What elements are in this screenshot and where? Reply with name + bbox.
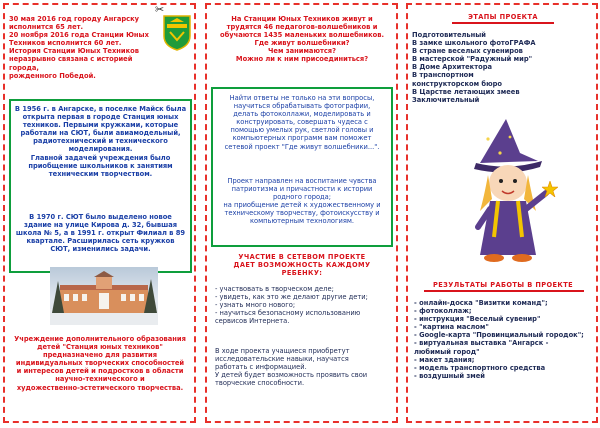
text-line: Чем занимаются? — [268, 47, 336, 56]
list-item: В Царстве летающих змеев — [412, 87, 520, 96]
intro-line: История Станции Юных Техников — [9, 47, 139, 56]
text-line: художественно-эстетического творчества. — [16, 383, 184, 392]
intro-line: 30 мая 2016 год городу Ангарску — [9, 15, 140, 23]
text-line: сетевой проект "Где живут волшебники...". — [224, 142, 380, 151]
stages-heading: ЭТАПЫ ПРОЕКТА — [468, 13, 538, 21]
benefit-heading — [217, 253, 387, 277]
text-line: здание на улице Кирова д. 32, бывшая — [23, 221, 178, 230]
list-item: - модель транспортного средства — [414, 363, 546, 372]
text-line: делать фотоколлажи, моделировать и — [233, 110, 371, 119]
list-item: любимый город" — [414, 347, 480, 356]
text-line: работали на СЮТ, были авиамодельный, — [20, 129, 181, 138]
list-item: конструкторском бюро — [412, 79, 502, 88]
text-line: открыта первая в городе Станция юных — [22, 113, 179, 122]
text-line: В 1956 г. в Ангарске, в поселке Майск была — [14, 105, 187, 113]
list-item: В Доме Архитектора — [412, 63, 492, 72]
heading-line: ДАЕТ ВОЗМОЖНОСТЬ КАЖДОМУ — [233, 261, 371, 269]
text-line: и интересов детей и подростков в области — [16, 367, 184, 376]
list-item: В транспортном — [412, 71, 474, 80]
list-item: В стране веселых сувениров — [412, 47, 523, 56]
text-line: техническим творчеством. — [48, 169, 153, 178]
list-item: В мастерской "Радужный мир" — [412, 55, 533, 64]
footer-block — [8, 335, 192, 392]
list-item: - узнать много нового; — [215, 301, 296, 310]
text-line: родного города; — [272, 193, 332, 202]
text-line: техническому творчеству, фотоискусству и — [224, 209, 380, 218]
list-item: сервисов Интернета. — [215, 317, 290, 326]
text-line: техников. Первыми кружками, которые — [22, 121, 179, 130]
text-line: индивидуальных творческих способностей — [15, 359, 185, 368]
intro-line: 20 ноября 2016 года Станции Юных — [9, 31, 149, 40]
list-item: - онлайн-доска "Визитки команд"; — [414, 299, 548, 307]
text-line: помощью умелых рук, светлой головы и — [230, 126, 374, 135]
text-line: предназначено для развития — [42, 351, 158, 360]
intro-block — [211, 15, 393, 64]
history-paragraph-2 — [13, 213, 188, 253]
building-photo — [50, 267, 158, 325]
text-line: обучаются 1435 маленьких волшебников. — [219, 31, 384, 40]
magic-star-icon — [542, 181, 558, 197]
text-line: компьютерным технологиям. — [249, 217, 355, 226]
list-item: - участвовать в творческом деле; — [215, 285, 334, 293]
list-item: - макет здания; — [414, 355, 475, 364]
text-line: школа № 5, а в 1991 г. открыт Филиал в 89 — [15, 229, 186, 238]
text-line: Проект направлен на воспитание чувства — [227, 177, 377, 185]
stages-list — [412, 31, 592, 104]
coat-of-arms-icon — [162, 14, 192, 52]
text-line: работать с информацией. — [215, 363, 307, 372]
text-line: На Станции Юных Техников живут и — [231, 15, 373, 23]
text-line: на приобщение детей к художественному и — [223, 201, 381, 210]
text-line: научиться обрабатывать фотографии, — [233, 102, 371, 111]
text-line: В 1970 г. СЮТ было выделено новое — [29, 213, 172, 221]
heading-line: УЧАСТИЕ В СЕТЕВОМ ПРОЕКТЕ — [238, 253, 366, 261]
text-line: Главной задачей учреждения было — [30, 153, 171, 162]
outcome-paragraph — [215, 347, 393, 387]
list-item: В замке школьного фотоГРАФА — [412, 39, 536, 48]
text-line: детей "Станция юных техников" — [37, 343, 163, 352]
aim-paragraph — [214, 177, 390, 226]
list-item: - увидеть, как это же делают другие дети; — [215, 293, 368, 302]
list-item: - "картина маслом" — [414, 323, 489, 332]
scissors-icon: ✂ — [155, 3, 165, 16]
benefit-list — [215, 285, 393, 325]
list-item: - инструкция "Веселый сувенир" — [414, 315, 541, 324]
panel-about — [205, 3, 398, 423]
text-line: трудятся 46 педагогов-волшебников и — [226, 23, 378, 32]
results-list — [414, 299, 594, 380]
list-item: - фотоколлаж; — [414, 307, 472, 316]
text-line: Можно ли к ним присоединиться? — [235, 55, 369, 64]
list-item: Подготовительный — [412, 31, 486, 39]
heading-line: РЕБЕНКУ: — [281, 269, 323, 277]
intro-block — [9, 15, 159, 80]
list-item: - Google-карта "Провинциальный городок"; — [414, 331, 584, 340]
history-box — [9, 99, 192, 273]
answers-paragraph — [214, 94, 390, 151]
panel-history — [3, 3, 196, 423]
text-line: конструировать, совершать чудеса с — [236, 118, 368, 127]
text-line: компьютерных программ вам поможет — [232, 134, 372, 143]
project-box — [211, 87, 393, 247]
list-item: Заключительный — [412, 95, 480, 104]
text-line: Учреждение дополнительного образования — [14, 335, 186, 343]
heading-underline — [452, 21, 554, 24]
text-line: В ходе проекта учащиеся приобретут — [215, 347, 350, 355]
text-line: У детей будет возможность проявить свои — [215, 371, 368, 380]
results-heading: РЕЗУЛЬТАТЫ РАБОТЫ В ПРОЕКТЕ — [433, 281, 573, 289]
text-line: Где живут волшебники? — [254, 39, 350, 48]
list-item: - виртуальная выставка "Ангарск - — [414, 339, 549, 348]
text-line: творческие способности. — [215, 379, 305, 388]
list-item: - научиться безопасному использованию — [215, 309, 361, 318]
intro-line: Техников исполнится 60 лет. — [9, 39, 122, 48]
text-line: исследовательские навыки, научатся — [215, 355, 349, 364]
intro-line: исполнится 65 лет. — [9, 23, 84, 32]
text-line: квартале. Расширилась сеть кружков — [26, 237, 175, 246]
intro-line: неразрывно связана с историей города, — [9, 55, 133, 72]
text-line: СЮТ, изменились задачи. — [50, 245, 151, 254]
heading-underline — [424, 289, 584, 292]
text-line: научно-технического и — [55, 375, 145, 384]
intro-line: рожденного Победой. — [9, 71, 96, 80]
text-line: патриотизма и причастности к истории — [231, 185, 373, 194]
text-line: приобщение школьников к занятиям — [28, 161, 173, 170]
text-line: Найти ответы не только на эти вопросы, — [229, 94, 375, 102]
panel-stages — [406, 3, 598, 423]
text-line: радиотехнический и технического — [33, 137, 168, 146]
text-line: моделирования. — [68, 145, 133, 154]
list-item: - воздушный змей — [414, 371, 485, 380]
history-paragraph-1 — [13, 105, 188, 178]
